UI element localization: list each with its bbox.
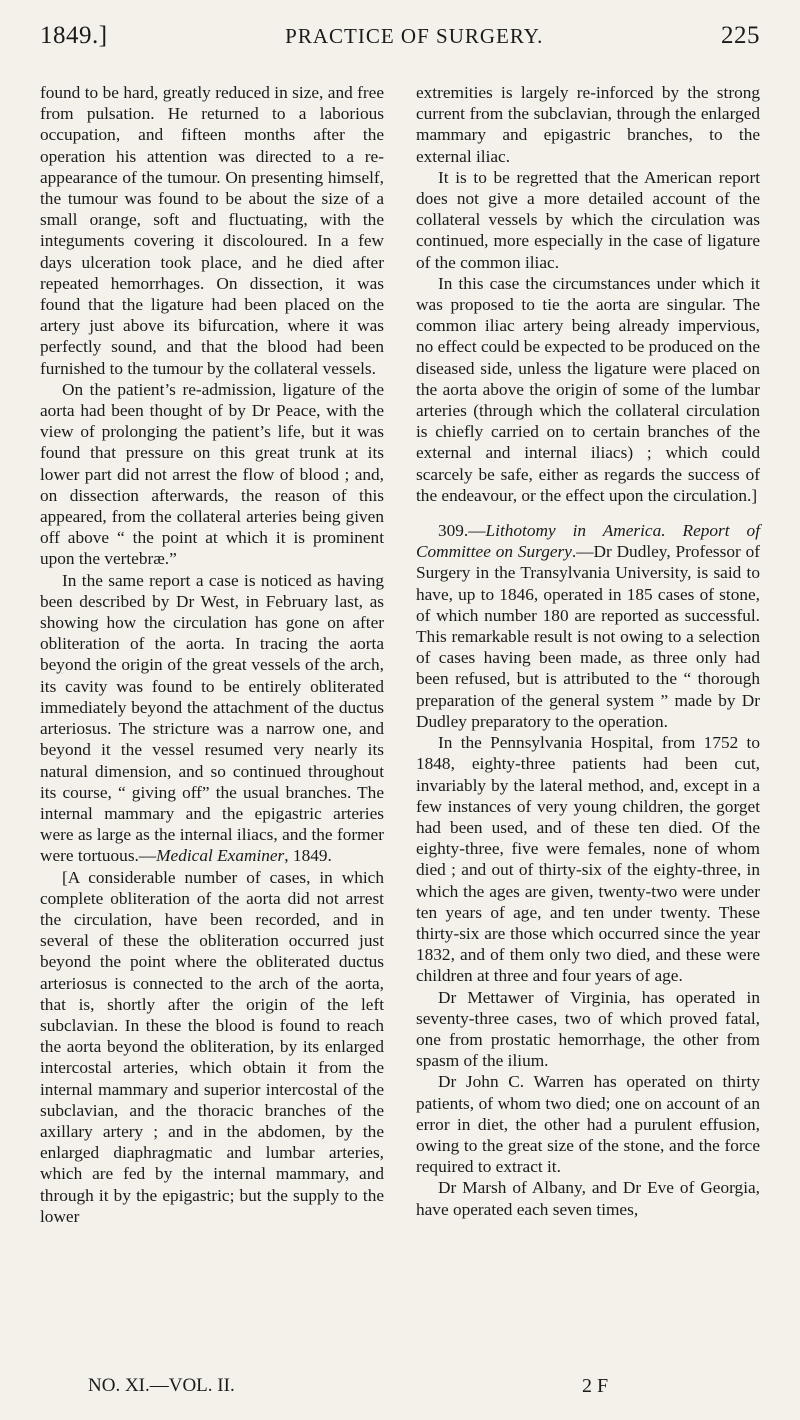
paragraph-text: .—Dr Dudley, Professor of Surgery in the Transylvania University, is said to have, up to 1846, operated in 185 cases of stone, of which number 180 are reported as successful. This remarkable result is not owing to a selection of cases having been made, as three only had been refused, but is attributed to the “ thorough preparation of the general system ” made by Dr Dudley preparatory to the operation. — [416, 542, 760, 731]
section-title: Lithotomy in America. Report of Committee on Surgery — [416, 521, 760, 562]
volume-footer: NO. XI.—VOL. II. — [88, 1375, 235, 1396]
paragraph — [40, 570, 384, 867]
paragraph: It is to be regretted that the American report does not give a more detailed account of the collateral vessels by which the circulation was continued, more especially in the case of ligature of the common iliac. — [416, 167, 760, 272]
section-paragraph — [416, 520, 760, 732]
paragraph: [A considerable number of cases, in which complete obliteration of the aorta did not arrest the circulation, have been recorded, and in several of these the obliteration occurred just beyond the point where the obliterated ductus arteriosus is connected to the arch of the aorta, that is, shortly after the origin of the left subclavian. In these the blood is found to reach the aorta beyond the obliteration, by its enlarged intercostal arteries, which obtain it from the internal mammary and superior intercostal of the subclavian, and the thoracic branches of the axillary artery ; and in the abdomen, by the enlarged diaphragmatic and lumbar arteries, which are fed by the internal mammary, and through it by the epigastric; but the supply to the lower — [40, 867, 384, 1226]
paragraph: On the patient’s re-admission, ligature of the aorta had been thought of by Dr Peace, with the view of prolonging the patient’s life, but it was found that pressure on this great trunk at its lower part did not arrest the flow of blood ; and, on dissection afterwards, the reason of this appeared, from the collateral arteries being given off above “ the point at which it is prominent upon the vertebræ.” — [40, 379, 384, 569]
paragraph: Dr John C. Warren has operated on thirty patients, of whom two died; one on account of an error in diet, the other had a purulent effusion, owing to the great size of the stone, and the force required to extract it. — [416, 1072, 760, 1177]
right-column — [416, 82, 760, 1220]
paragraph-text: In the same report a case is noticed as having been described by Dr West, in February last, as showing how the circulation has gone on after obliteration of the aorta. In tracing the aorta beyond the origin of the great vessels of the arch, its cavity was found to be entirely obliterated immediately beyond the attachment of the ductus arteriosus. The stricture was a narrow one, and beyond it the vessel resumed very nearly its natural dimension, and so continued throughout its course, “ giving off” the usual branches. The internal mammary and the epigastric arteries were as large as the internal iliacs, and the former were tortuous.— — [40, 570, 384, 866]
running-title: PRACTICE OF SURGERY. — [285, 23, 544, 48]
page-number: 225 — [721, 22, 760, 49]
paragraph: extremities is largely re-inforced by the strong current from the subclavian, through the enlarged mammary and epigastric branches, to the external iliac. — [416, 83, 760, 166]
paragraph: In this case the circumstances under which it was proposed to tie the aorta are singular. The common iliac artery being already impervious, no effect could be expected to be produced on the diseased side, unless the ligature were placed on the aorta above the origin of some of the lumbar arteries (through which the collateral circulation is chiefly carried on to certain branches of the external and internal iliacs) ; which could scarcely be safe, either as regards the success of the endeavour, or the effect upon the circulation.] — [416, 273, 760, 505]
paragraph: In the Pennsylvania Hospital, from 1752 to 1848, eighty-three patients had been cut, invariably by the lateral method, and, except in a few instances of very young children, the gorget had been used, and of these ten died. Of the eighty-three, five were females, none of whom died ; and out of thirty-six of the eighty-three, in which the ages are given, twenty-two were under ten years of age, and ten under twenty. These thirty-six are those which occurred since the year 1832, and of them only two died, and these were children at three and four years of age. — [416, 733, 760, 986]
section-number: 309.— — [438, 521, 486, 541]
paragraph: Dr Marsh of Albany, and Dr Eve of Georgia, have operated each seven times, — [416, 1178, 760, 1219]
page-header — [40, 16, 760, 56]
header-year: 1849.] — [40, 22, 108, 49]
citation-year: , 1849. — [284, 846, 332, 866]
paragraph: Dr Mettawer of Virginia, has operated in seventy-three cases, two of which proved fatal, one from prostatic hemorrhage, the other from spasm of the ilium. — [416, 987, 760, 1071]
paragraph: found to be hard, greatly reduced in size, and free from pulsation. He returned to a laborious occupation, and fifteen months after the operation his attention was directed to a re-appearance of the tumour. On presenting himself, the tumour was found to be about the size of a small orange, soft and fluctuating, with the integuments covering it discoloured. In a few days ulceration took place, and he died after repeated hemorrhages. On dissection, it was found that the ligature had been placed on the artery just above its bifurcation, where it was perfectly sound, and that the blood had been furnished to the tumour by the collateral vessels. — [40, 83, 384, 378]
left-column — [40, 82, 384, 1227]
source-citation: Medical Examiner — [156, 846, 285, 866]
signature-mark: 2 F — [582, 1375, 609, 1397]
